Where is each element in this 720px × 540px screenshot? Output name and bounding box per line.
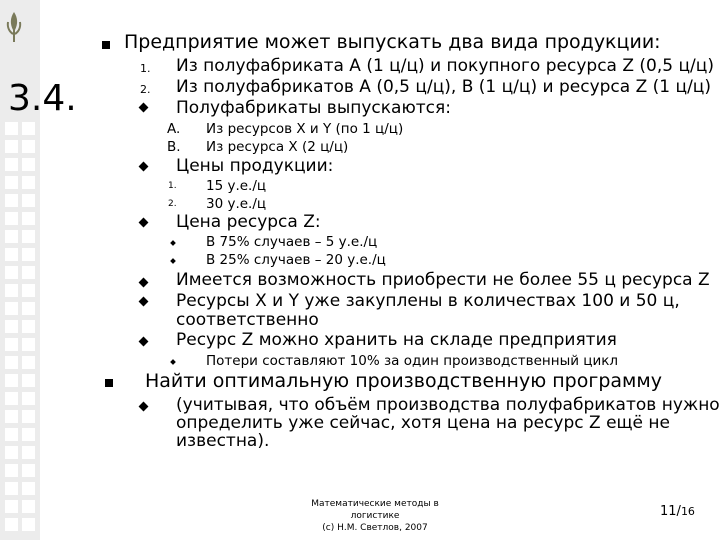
footer-copyright: (c) Н.М. Светлов, 2007 [322, 523, 428, 533]
bullet-text: Из полуфабрикатов A (0,5 ц/ц), B (1 ц/ц) и ресурса Z (1 ц/ц) [176, 77, 712, 97]
slide-section-number: 3.4. [8, 78, 77, 119]
diamond-bullet-icon [139, 402, 149, 412]
bullet-text: Ресурс Z можно хранить на складе предприятия [176, 330, 617, 350]
bullet-text-continuation: соответственно [176, 310, 319, 330]
footer [290, 498, 460, 534]
page-total: 16 [680, 505, 695, 518]
diamond-bullet-icon [139, 103, 149, 113]
diamond-bullet-icon [139, 297, 149, 307]
page-current: 11 [660, 504, 677, 519]
bullet-text: Из полуфабриката A (1 ц/ц) и покупного ресурса Z (0,5 ц/ц) [176, 56, 714, 76]
bullet-text-continuation: известна). [176, 431, 270, 451]
bullet-text: Полуфабрикаты выпускаются: [176, 98, 451, 118]
bullet-text: Из ресурсов X и Y (по 1 ц/ц) [206, 121, 404, 137]
diamond-bullet-icon [139, 278, 149, 288]
bullet-text: Найти оптимальную производственную программу [145, 370, 662, 392]
bullet-text: 30 у.е./ц [206, 196, 267, 212]
bullet-text: Из ресурса X (2 ц/ц) [206, 139, 349, 155]
bullet-text: Цена ресурса Z: [176, 212, 321, 232]
wheat-logo-icon [4, 10, 24, 44]
diamond-bullet-icon [139, 337, 149, 347]
bullet-text: В 75% случаев – 5 у.е./ц [206, 234, 378, 250]
bullet-text: Предприятие может выпускать два вида продукции: [124, 31, 661, 53]
list-marker: 1. [168, 181, 177, 191]
bullet-text: Цены продукции: [176, 156, 334, 176]
small-diamond-bullet-icon [170, 359, 176, 365]
small-diamond-bullet-icon [170, 258, 176, 264]
list-marker: 2. [168, 199, 177, 209]
small-diamond-bullet-icon [170, 240, 176, 246]
bullet-text: Ресурсы X и Y уже закуплены в количествах 100 и 50 ц, [176, 291, 680, 311]
bullet-text: Имеется возможность приобрести не более 55 ц ресурса Z [176, 270, 710, 290]
list-marker: B. [167, 139, 181, 155]
square-bullet-icon [102, 41, 110, 49]
list-marker: 2. [140, 83, 151, 96]
bullet-text-continuation: определить уже сейчас, хотя цена на ресурс Z ещё не [176, 413, 670, 433]
list-marker: A. [167, 121, 181, 137]
diamond-bullet-icon [139, 162, 149, 172]
bullet-text: 15 у.е./ц [206, 178, 267, 194]
bullet-text: В 25% случаев – 20 у.е./ц [206, 252, 386, 268]
bullet-text: (учитывая, что объём производства полуфабрикатов нужно [176, 395, 720, 415]
square-bullet-icon [105, 379, 113, 387]
page-number: 11/16 [660, 504, 695, 519]
list-marker: 1. [140, 62, 151, 75]
bullet-text: Потери составляют 10% за один производственный цикл [206, 353, 619, 369]
diamond-bullet-icon [139, 218, 149, 228]
footer-course-title: Математические методы в логистике [311, 499, 439, 521]
